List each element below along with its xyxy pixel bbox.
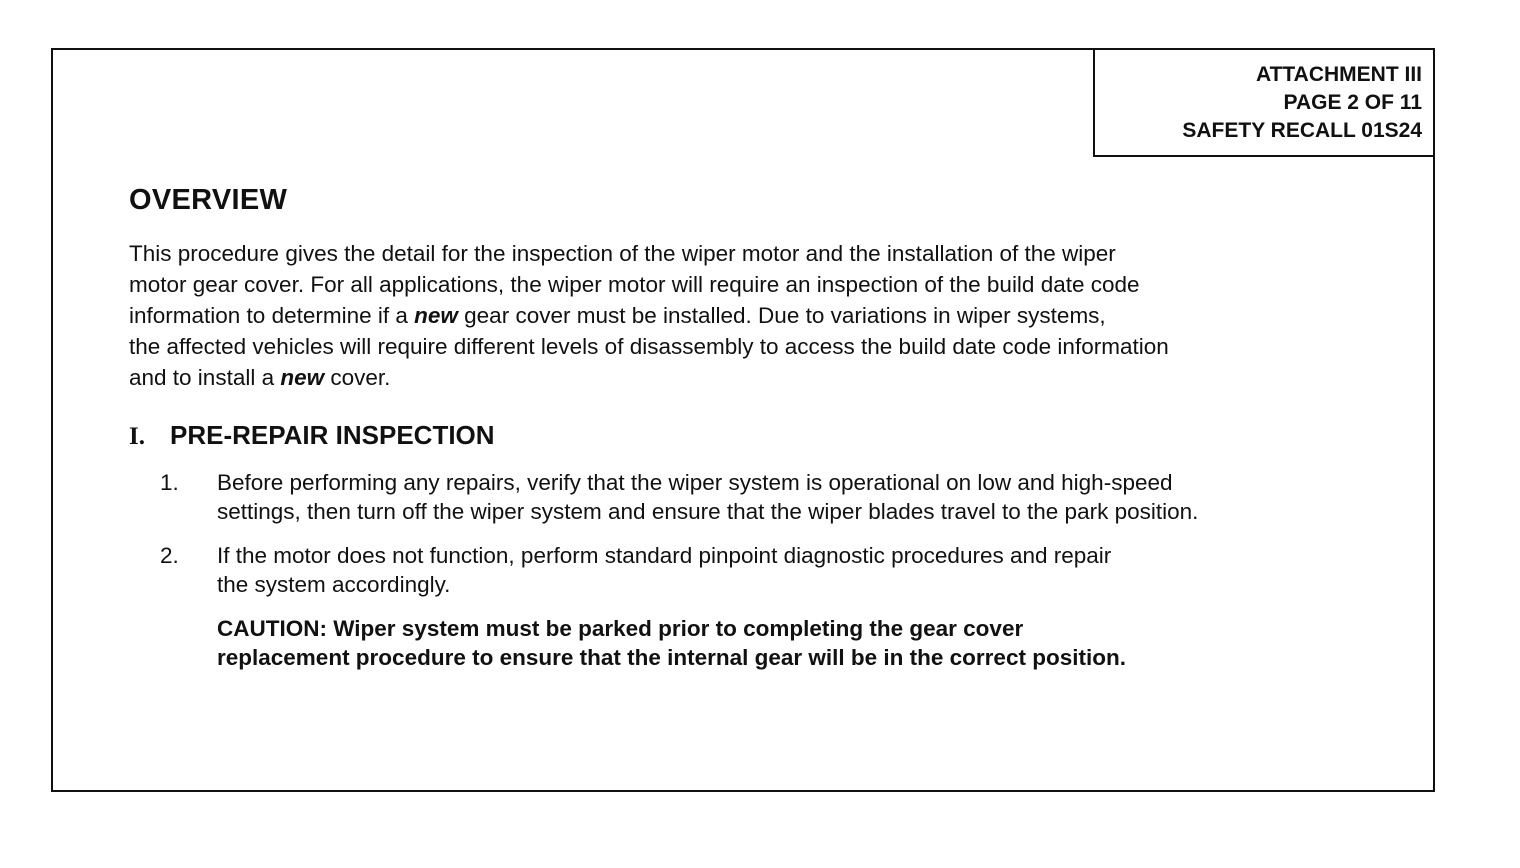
emphasis-new: new	[414, 303, 458, 328]
overview-text: information to determine if a	[129, 303, 415, 328]
step-text	[217, 468, 1377, 526]
section-heading	[129, 420, 495, 451]
step-line: settings, then turn off the wiper system and ensure that the wiper blades travel to the park position.	[217, 499, 1199, 524]
overview-line	[129, 362, 1369, 393]
overview-text: cover.	[324, 365, 391, 390]
caution-line: replacement procedure to ensure that the internal gear will be in the correct position.	[217, 645, 1126, 670]
step-line: the system accordingly.	[217, 572, 451, 597]
overview-line: the affected vehicles will require different levels of disassembly to access the build date code information	[129, 334, 1169, 359]
overview-text: and to install a	[129, 365, 281, 390]
step-line: If the motor does not function, perform standard pinpoint diagnostic procedures and repair	[217, 543, 1112, 568]
step-number: 2.	[160, 543, 179, 568]
section-numeral: I.	[129, 423, 145, 450]
step-number: 1.	[160, 470, 179, 495]
caution-note	[217, 614, 1126, 672]
overview-heading: OVERVIEW	[129, 184, 288, 216]
overview-paragraph	[129, 238, 1369, 393]
step-line: Before performing any repairs, verify that the wiper system is operational on low and high-speed	[217, 470, 1173, 495]
attachment-label: ATTACHMENT III	[1255, 63, 1422, 86]
overview-line: motor gear cover. For all applications, the wiper motor will require an inspection of the build date code	[129, 272, 1140, 297]
overview-line	[129, 300, 1369, 331]
caution-line: CAUTION: Wiper system must be parked prior to completing the gear cover	[217, 616, 1024, 641]
page-number: PAGE 2 OF 11	[1283, 91, 1422, 114]
step-text	[217, 541, 1377, 599]
emphasis-new: new	[280, 365, 325, 390]
attachment-header-box	[1093, 48, 1435, 157]
recall-id: SAFETY RECALL 01S24	[1182, 119, 1422, 142]
overview-line: This procedure gives the detail for the inspection of the wiper motor and the installation of the wiper	[129, 241, 1116, 266]
section-title: PRE-REPAIR INSPECTION	[170, 420, 495, 450]
overview-text: gear cover must be installed. Due to variations in wiper systems,	[457, 303, 1106, 328]
